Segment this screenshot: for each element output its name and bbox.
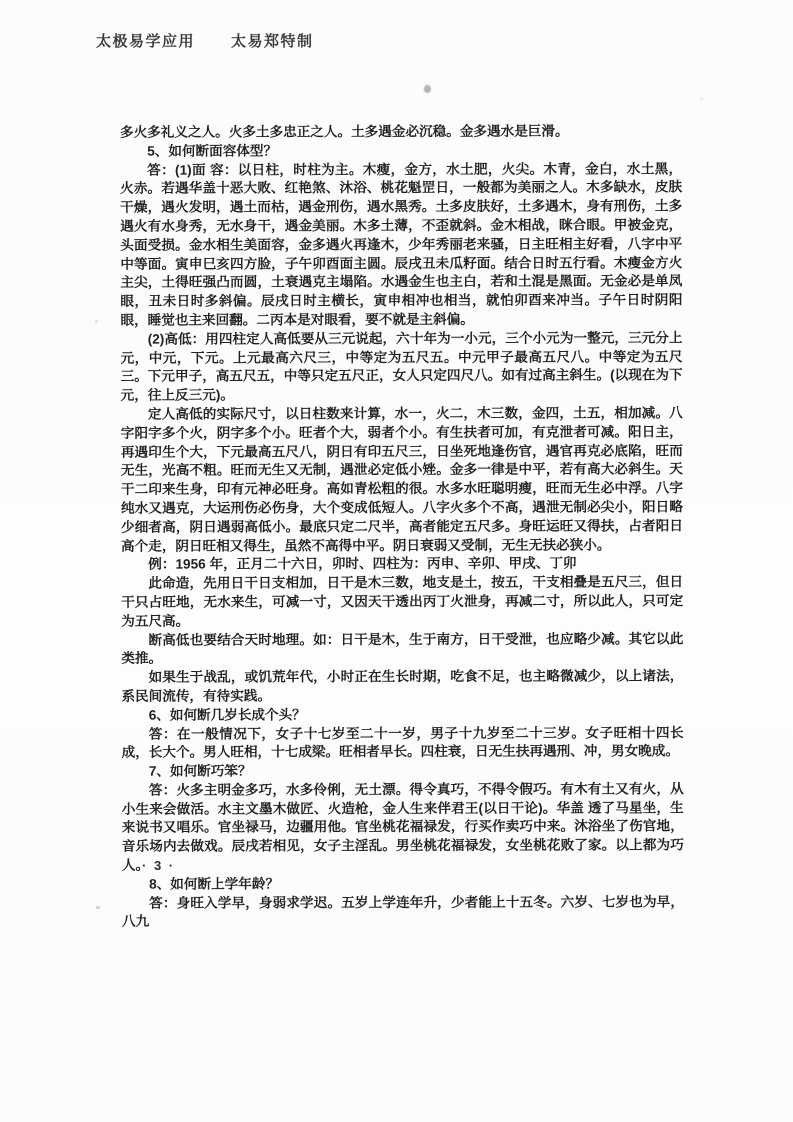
paragraph: 定人高低的实际尺寸，以日柱数来计算，水一，火二，木三数，金四，土五，相加减。八字阳字多个火，阴字多个小。旺者个大，弱者个小。有生扶者可加，有克泄者可减。阳日主，再遇印生个大，下元最高五尺八，阴日有印五尺三，日坐死地逢伤官，遇官再克必底陷，旺而无生，光高不粗。旺而无生又无制，遇泄必定低小矬。金多一律是中平，若有高大必斜生。天干二印来生身，印有元神必旺身。高如青松粗的很。水多水旺聪明瘦，旺而无生必中浮。八字纯水又遇克，大运刑伤必伤身，大个变成低短人。八字火多个不高，遇泄无制必尖小，阳日略少细者高，阴日遇弱高低小。最底只定二尺半，高者能定五尺多。身旺运旺又得扶，占者阳日高个走，阴日旺相又得生，虽然不高得中平。阴日衰弱又受制，无生无扶必狭小。 [120, 405, 684, 554]
paragraph: 8、如何断上学年龄？ [149, 876, 280, 892]
document-body [120, 122, 684, 932]
paragraph: 如果生于战乱，或饥荒年代，小时正在生长时期，吃食不足，也主略微减少，以上诸法，系民间流传，有待实践。 [121, 668, 684, 704]
scan-speck [95, 320, 98, 323]
paragraph: 断高低也要结合天时地理。如：日干是木，生于南方，日干受泄，也应略少减。其它以此类推。 [121, 630, 684, 667]
paragraph: 答：(1)面 容：以日柱，时柱为主。木瘦，金方，水土肥，火尖。木青，金白，水土黑，火赤。若遇华盖十恶大败、红艳煞、沐浴、桃花魁罡日，一般都为美丽之人。木多缺水，皮肤干燥，遇火发明，遇土而枯，遇金刑伤，遇水黑秀。土多皮肤好，土多遇木，身有刑伤，土多遇火有水身秀，无水身干，遇金美丽。木多土薄，不歪就斜。金木相战，眯合眼。甲被金克，头面受损。金水相生美面容，金多遇火再逢木，少年秀丽老来骚，日主旺相主好看，八字中平中等面。寅申巳亥四方脸，子午卯酉面主圆。辰戌丑未瓜籽面。结合日时五行看。木瘦金方火主尖，土得旺强凸而圆，土衰遇克主塌陷。水遇金生也主白，若和土混是黑面。无金必是单凤眼，丑未日时多斜偏。辰戌日时主横长，寅申相冲也相当，就怕卯酉来冲当。子午日时阴阳眼，睡觉也主来回翻。二丙本是对眼看，要不就是主斜偏。 [120, 160, 683, 328]
scan-speck [700, 98, 703, 100]
paragraph: 答：身旺入学早，身弱求学迟。五岁上学连年升，少者能上十五冬。六岁、七岁也为早，八九 [122, 893, 685, 930]
paragraph: (2)高低：用四柱定人高低要从三元说起，六十年为一小元，三个小元为一整元，三元分上元，中元，下元。上元最高六尺三，中等定为五尺五。中元甲子最高五尺八。中等定为五尺三。下元甲子，高五尺五，中等只定五尺正，女人只定四尺八。如有过高主斜生。(以现在为下元，往上反三元)。 [120, 330, 683, 403]
paragraph: 多火多礼义之人。火多土多忠正之人。土多遇金必沉稳。金多遇水是巨滑。 [119, 123, 569, 140]
paragraph: 例：1956 年，正月二十六日，卯时、四柱为：丙申、辛卯、甲戌、丁卯 [148, 555, 577, 572]
header-series-title: 太极易学应用 [96, 33, 196, 50]
ink-smudge [423, 84, 432, 94]
paragraph: 答：火多主明金多巧，水多伶俐，无土漂。得令真巧，不得令假巧。有木有土又有火，从小生来会做活。水主文墨木做匠、火造枪，金人生来伴君王(以日干论)。华盖 透了马星坐，生来说书又唱乐。官坐禄马，边疆用他。官坐桃花福禄发，行买作卖巧中来。沐浴坐了伤官地，音乐场内去做戏。辰戌若相见，女子主淫乱。男坐桃花福禄发，女坐桃花败了家。以上都为巧人。 [121, 781, 684, 873]
page-number: · 3 · [142, 858, 176, 873]
paragraph: 5、如何断面容体型？ [147, 143, 278, 159]
paragraph: 答：在一般情况下，女子十七岁至二十一岁，男子十九岁至二十三岁。女子旺相十四长成，长大个。男人旺相，十七成梁。旺相者早长。四柱衰，日无生扶再遇刑、冲，男女晚成。 [121, 724, 684, 761]
page-header [96, 30, 314, 51]
paragraph: 6、如何断几岁长成个头？ [148, 706, 306, 723]
paragraph: 此命造，先用日干日支相加，日干是木三数，地支是土，按五，干支相叠是五尺三，但日干只占旺地，无水来生，可减一寸，又因天干透出丙丁火泄身，再减二寸，所以此人，只可定为五尺高。 [121, 574, 684, 629]
scan-speck [96, 906, 100, 909]
header-edition-label: 太易郑特制 [231, 33, 314, 50]
paragraph: 7、如何断巧笨？ [148, 763, 252, 779]
